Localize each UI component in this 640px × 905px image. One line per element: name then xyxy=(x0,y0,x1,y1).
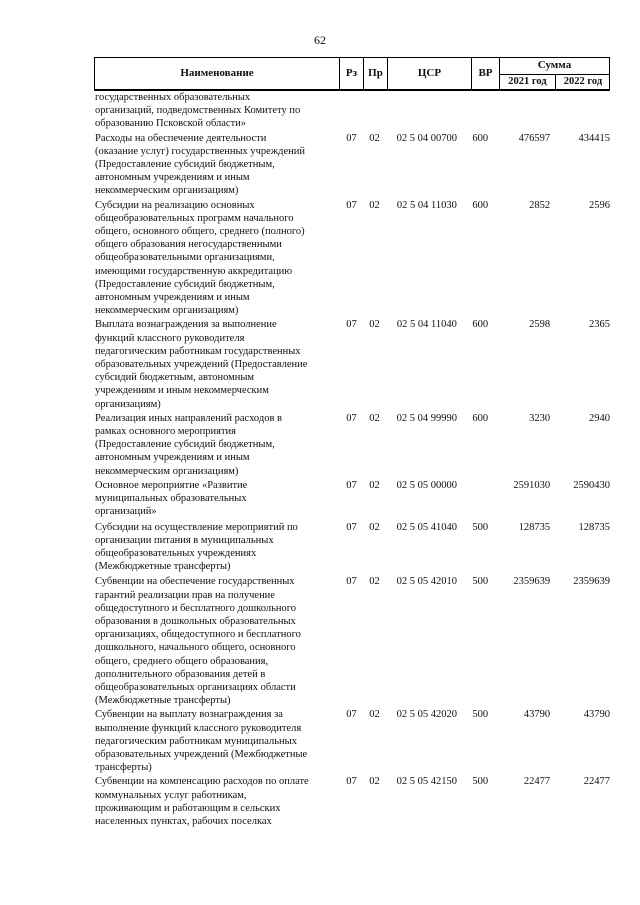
row-s2: 22477 xyxy=(583,776,611,788)
row-name-line: коммунальных услуг работникам, xyxy=(95,789,247,801)
row-csr: 02 5 05 42150 xyxy=(396,776,458,788)
row-name-line: автономным учреждениям и иным xyxy=(95,172,250,184)
table-row xyxy=(94,91,610,131)
row-s2 xyxy=(550,91,610,131)
row-name-line: образованию Псковской области» xyxy=(95,118,247,130)
row-vr: 500 xyxy=(472,521,489,533)
row-rz: 07 xyxy=(346,319,357,331)
row-rz: 07 xyxy=(346,132,357,144)
row-s2: 434415 xyxy=(578,132,611,144)
row-pr: 02 xyxy=(369,199,380,211)
row-vr: 600 xyxy=(472,132,489,144)
row-name-line: муниципальных образовательных xyxy=(95,493,247,505)
row-rz: 07 xyxy=(346,776,357,788)
row-pr: 02 xyxy=(369,521,380,533)
row-pr: 02 xyxy=(369,412,380,424)
row-name-line: (Межбюджетные трансферты) xyxy=(95,695,231,707)
table-row xyxy=(94,521,610,574)
row-rz: 07 xyxy=(346,576,357,588)
row-name-line: (Предоставление субсидий бюджетным, xyxy=(95,439,275,451)
header-sum: Сумма xyxy=(500,58,609,75)
row-name-line: Основное мероприятие «Развитие xyxy=(95,479,248,491)
row-name-line: педагогическим работникам государственных xyxy=(95,345,301,357)
row-s1: 2852 xyxy=(529,199,551,211)
row-vr: 500 xyxy=(472,776,489,788)
header-sum-group xyxy=(499,58,609,90)
row-s1: 476597 xyxy=(518,132,551,144)
row-name-line: Расходы на обеспечение деятельности xyxy=(95,132,267,144)
row-name-line: общеобразовательными организациями, xyxy=(95,252,275,264)
row-vr xyxy=(468,91,492,131)
row-s1: 2591030 xyxy=(513,479,551,491)
row-name-line: Субсидии на осуществление мероприятий по xyxy=(95,521,298,533)
row-csr: 02 5 05 42010 xyxy=(396,576,458,588)
row-rz: 07 xyxy=(346,479,357,491)
row-name-line: Субсидии на реализацию основных xyxy=(95,199,255,211)
row-name-line: государственных образовательных xyxy=(95,92,251,103)
row-name xyxy=(94,199,340,318)
row-s2: 2365 xyxy=(589,319,611,331)
row-name-line: образовательных учреждений (Предоставление xyxy=(95,359,308,371)
page-number: 62 xyxy=(314,33,326,47)
row-s1: 2598 xyxy=(529,319,551,331)
table-row xyxy=(94,479,610,519)
row-name-line: некоммерческим организациям) xyxy=(95,465,239,477)
table-header xyxy=(94,57,610,91)
row-s1: 128735 xyxy=(518,521,551,533)
row-name xyxy=(94,775,340,828)
row-name-line: имеющими государственную аккредитацию xyxy=(95,265,293,277)
row-name-line: функций классного руководителя xyxy=(95,332,245,344)
row-name-line: общего образования негосударственными xyxy=(95,239,282,251)
row-csr: 02 5 04 99990 xyxy=(396,412,458,424)
row-vr: 500 xyxy=(472,709,489,721)
row-name-line: Субвенции на обеспечение государственных xyxy=(95,576,295,588)
row-name-line: общеобразовательных учреждениях xyxy=(95,547,257,559)
row-name-line: общего, основного общего, среднего (полного) xyxy=(95,226,305,238)
row-name-line: некоммерческим организациям) xyxy=(95,185,239,197)
row-name-line: Выплата вознаграждения за выполнение xyxy=(95,319,277,331)
row-csr: 02 5 05 42020 xyxy=(396,709,458,721)
row-name-line: учреждениям и иным некоммерческим xyxy=(95,385,269,397)
row-name-line: автономным учреждениям и иным xyxy=(95,452,250,464)
row-pr: 02 xyxy=(369,479,380,491)
header-year-2022: 2022 год xyxy=(555,74,610,90)
row-name-line: образовательных учреждений (Межбюджетные xyxy=(95,748,308,760)
table-row xyxy=(94,412,610,478)
row-name xyxy=(94,91,340,131)
row-name-line: (Предоставление субсидий бюджетным, xyxy=(95,278,275,290)
row-csr: 02 5 04 11030 xyxy=(396,199,457,211)
row-pr: 02 xyxy=(369,576,380,588)
row-csr: 02 5 04 11040 xyxy=(396,319,457,331)
row-name-line: некоммерческим организациям) xyxy=(95,305,239,317)
row-s1: 2359639 xyxy=(513,576,551,588)
row-s1: 22477 xyxy=(523,776,551,788)
row-name-line: (Предоставление субсидий бюджетным, xyxy=(95,159,275,171)
row-name xyxy=(94,132,340,198)
row-name-line: проживающим и работающим в сельских xyxy=(95,802,281,814)
row-name-line: (Межбюджетные трансферты) xyxy=(95,561,231,573)
row-name-line: организаций» xyxy=(95,506,157,518)
row-pr: 02 xyxy=(369,132,380,144)
row-rz: 07 xyxy=(346,521,357,533)
row-rz: 07 xyxy=(346,412,357,424)
header-year-2021: 2021 год xyxy=(508,76,547,87)
row-name xyxy=(94,318,340,410)
row-name-line: дополнительного образования детей в xyxy=(95,668,266,680)
row-name-line: Субвенции на компенсацию расходов по оплате xyxy=(95,776,309,788)
row-s1 xyxy=(492,91,550,131)
row-pr xyxy=(363,91,385,131)
row-name-line: населенных пунктах, рабочих поселках xyxy=(95,815,272,827)
row-vr: 600 xyxy=(472,319,489,331)
row-rz: 07 xyxy=(346,199,357,211)
row-name-line: организаций, подведомственных Комитету по xyxy=(95,105,301,117)
row-pr: 02 xyxy=(369,319,380,331)
row-name xyxy=(94,412,340,478)
row-csr xyxy=(385,91,468,131)
row-s2: 2596 xyxy=(589,199,611,211)
table-row xyxy=(94,199,610,318)
table-row xyxy=(94,575,610,707)
header-vr: ВР xyxy=(471,58,499,90)
row-name-line: субсидий бюджетным, автономным xyxy=(95,372,255,384)
row-pr: 02 xyxy=(369,709,380,721)
budget-table xyxy=(94,57,610,828)
row-name-line: организации питания в муниципальных xyxy=(95,534,274,546)
header-pr: Пр xyxy=(363,58,387,90)
row-name-line: общеобразовательных программ начального xyxy=(95,212,294,224)
row-name xyxy=(94,521,340,574)
row-s2: 2590430 xyxy=(573,479,611,491)
row-name-line: автономным учреждениям и иным xyxy=(95,292,250,304)
row-name-line: Субвенции на выплату вознаграждения за xyxy=(95,709,283,721)
table-row xyxy=(94,708,610,774)
row-name-line: гарантий реализации прав на получение xyxy=(95,589,275,601)
row-csr: 02 5 05 41040 xyxy=(396,521,458,533)
row-name-line: общедоступного и бесплатного дошкольного xyxy=(95,602,297,614)
row-csr: 02 5 05 00000 xyxy=(396,479,458,491)
row-name-line: трансферты) xyxy=(95,762,152,774)
row-name-line: образования в дошкольных образовательных xyxy=(95,615,296,627)
row-s2: 2940 xyxy=(589,412,611,424)
header-name: Наименование xyxy=(180,67,254,80)
row-name-line: педагогическим работникам муниципальных xyxy=(95,735,297,747)
row-rz: 07 xyxy=(346,709,357,721)
row-name-line: рамках основного мероприятия xyxy=(95,426,236,438)
row-csr: 02 5 04 00700 xyxy=(396,132,458,144)
table-row xyxy=(94,318,610,410)
row-s2: 128735 xyxy=(578,521,611,533)
row-name xyxy=(94,479,340,519)
row-vr: 500 xyxy=(472,576,489,588)
row-name-line: общего, среднего общего образования, xyxy=(95,655,269,667)
header-rz: Рз xyxy=(339,58,363,90)
row-name-line: (оказание услуг) государственных учреждений xyxy=(95,145,305,157)
row-pr: 02 xyxy=(369,776,380,788)
row-name-line: общеобразовательных организациях области xyxy=(95,681,296,693)
row-s1: 43790 xyxy=(523,709,551,721)
row-rz xyxy=(340,91,364,131)
row-vr: 600 xyxy=(472,199,489,211)
row-vr xyxy=(468,479,492,519)
row-name-line: организациям) xyxy=(95,398,161,410)
row-name-line: выполнение функций классного руководителя xyxy=(95,722,302,734)
table-row xyxy=(94,132,610,198)
row-name-line: Реализация иных направлений расходов в xyxy=(95,412,283,424)
row-name xyxy=(94,575,340,707)
row-vr: 600 xyxy=(472,412,489,424)
row-name-line: организациях, общедоступного и бесплатного xyxy=(95,629,301,641)
table-row xyxy=(94,775,610,828)
table-body xyxy=(94,91,610,828)
row-name xyxy=(94,708,340,774)
row-name-line: дошкольного, начального общего, основного xyxy=(95,642,296,654)
row-s1: 3230 xyxy=(529,412,551,424)
header-csr: ЦСР xyxy=(387,58,471,90)
row-s2: 43790 xyxy=(583,709,611,721)
row-s2: 2359639 xyxy=(573,576,611,588)
